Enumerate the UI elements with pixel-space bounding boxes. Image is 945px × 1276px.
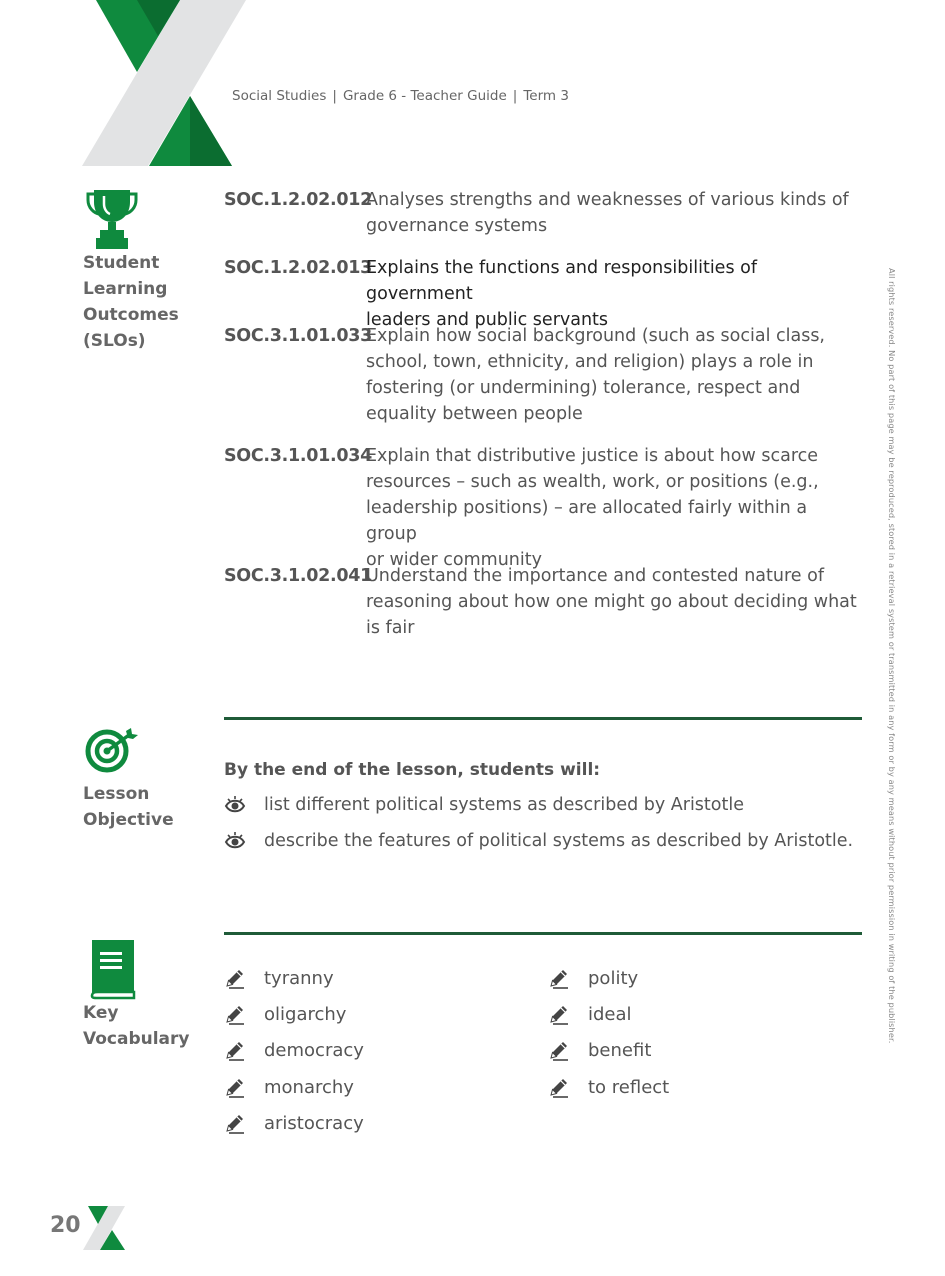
- slo-item: [224, 563, 864, 641]
- vocabulary-word: aristocracy: [264, 1112, 364, 1134]
- footer-logo: [83, 1206, 127, 1250]
- objective-item: [224, 794, 744, 816]
- slo-label-line: Student: [83, 253, 160, 273]
- pencil-icon: [548, 1076, 570, 1098]
- slo-code: SOC.3.1.01.034: [224, 446, 372, 466]
- slo-line: leaders and public servants: [366, 310, 609, 330]
- pencil-icon: [224, 967, 246, 989]
- slo-code: SOC.3.1.02.041: [224, 566, 372, 586]
- slo-line: fostering (or undermining) tolerance, respect and: [366, 378, 801, 398]
- slo-description: [366, 563, 862, 641]
- vocabulary-item: [548, 1039, 651, 1061]
- header-breadcrumb: Social Studies | Grade 6 - Teacher Guide | Term 3: [232, 88, 569, 104]
- vocabulary-item: [224, 1112, 364, 1134]
- page-number: 20: [50, 1213, 81, 1238]
- vocabulary-item: [224, 1076, 354, 1098]
- pencil-icon: [224, 1076, 246, 1098]
- vocabulary-word: monarchy: [264, 1076, 354, 1098]
- eye-icon: [224, 794, 246, 816]
- vocabulary-word: oligarchy: [264, 1003, 347, 1025]
- slo-line: Understand the importance and contested nature of: [366, 566, 824, 586]
- copyright-notice: [887, 268, 901, 1044]
- slo-description: [366, 187, 862, 239]
- section-divider: [224, 932, 862, 935]
- objective-intro: By the end of the lesson, students will:: [224, 760, 601, 780]
- slo-line: Explain how social background (such as social class,: [366, 326, 825, 346]
- slo-code: SOC.3.1.01.033: [224, 326, 372, 346]
- slo-item: [224, 443, 864, 573]
- slo-line: equality between people: [366, 404, 583, 424]
- trophy-icon: [86, 188, 138, 250]
- objective-label: [83, 781, 174, 833]
- vocabulary-item: [224, 1003, 346, 1025]
- slo-line: resources – such as wealth, work, or positions (e.g.,: [366, 472, 819, 492]
- slo-item: [224, 255, 864, 333]
- header-grade: Grade 6 - Teacher Guide: [342, 88, 507, 104]
- vocabulary-item: [224, 967, 334, 989]
- slo-description: [366, 255, 862, 333]
- vocabulary-item: [224, 1039, 364, 1061]
- copyright-text: All rights reserved. No part of this page may be reproduced, stored in a retrieval system or transmitted in any form or by any means without prior permission in writing of the publisher.: [887, 268, 897, 1044]
- vocabulary-item: [548, 1003, 632, 1025]
- slo-label-line: Outcomes: [83, 305, 179, 325]
- objective-text: list different political systems as described by Aristotle: [264, 795, 744, 815]
- slo-description: [366, 323, 862, 427]
- slo-line: Explains the functions and responsibilities of government: [366, 258, 757, 304]
- vocabulary-word: polity: [588, 967, 639, 989]
- slo-code: SOC.1.2.02.013: [224, 258, 372, 278]
- slo-code: SOC.1.2.02.012: [224, 190, 372, 210]
- slo-line: Analyses strengths and weaknesses of various kinds of: [366, 190, 849, 210]
- vocabulary-label: [83, 1000, 190, 1052]
- slo-description: [366, 443, 862, 573]
- pencil-icon: [548, 1003, 570, 1025]
- slo-line: governance systems: [366, 216, 548, 236]
- header-subject: Social Studies: [232, 88, 327, 104]
- slo-line: leadership positions) – are allocated fairly within a group: [366, 498, 808, 544]
- vocabulary-label-line: Key: [83, 1003, 119, 1023]
- objective-text: describe the features of political systems as described by Aristotle.: [264, 831, 854, 851]
- vocabulary-word: democracy: [264, 1039, 364, 1061]
- pencil-icon: [224, 1039, 246, 1061]
- slo-label-line: (SLOs): [83, 331, 146, 351]
- brand-logo: [82, 0, 252, 166]
- eye-icon: [224, 830, 246, 852]
- vocabulary-item: [548, 967, 638, 989]
- objective-label-line: Lesson: [83, 784, 150, 804]
- header-term: Term 3: [523, 88, 569, 104]
- slo-line: school, town, ethnicity, and religion) plays a role in: [366, 352, 814, 372]
- vocabulary-label-line: Vocabulary: [83, 1029, 190, 1049]
- vocabulary-word: ideal: [588, 1003, 632, 1025]
- pencil-icon: [548, 1039, 570, 1061]
- objective-label-line: Objective: [83, 810, 174, 830]
- section-divider: [224, 717, 862, 720]
- vocabulary-word: to reflect: [588, 1076, 670, 1098]
- slo-item: [224, 187, 864, 239]
- pencil-icon: [548, 967, 570, 989]
- slo-label-line: Learning: [83, 279, 168, 299]
- slo-label: [83, 250, 179, 354]
- slo-line: Explain that distributive justice is about how scarce: [366, 446, 819, 466]
- slo-line: is fair: [366, 618, 415, 638]
- vocabulary-word: tyranny: [264, 967, 334, 989]
- slo-item: [224, 323, 864, 427]
- objective-item: [224, 830, 853, 852]
- slo-line: or wider community: [366, 550, 542, 570]
- vocabulary-word: benefit: [588, 1039, 652, 1061]
- book-icon: [88, 938, 138, 1000]
- target-icon: [84, 727, 140, 773]
- slo-line: reasoning about how one might go about deciding what: [366, 592, 857, 612]
- pencil-icon: [224, 1112, 246, 1134]
- vocabulary-item: [548, 1076, 669, 1098]
- pencil-icon: [224, 1003, 246, 1025]
